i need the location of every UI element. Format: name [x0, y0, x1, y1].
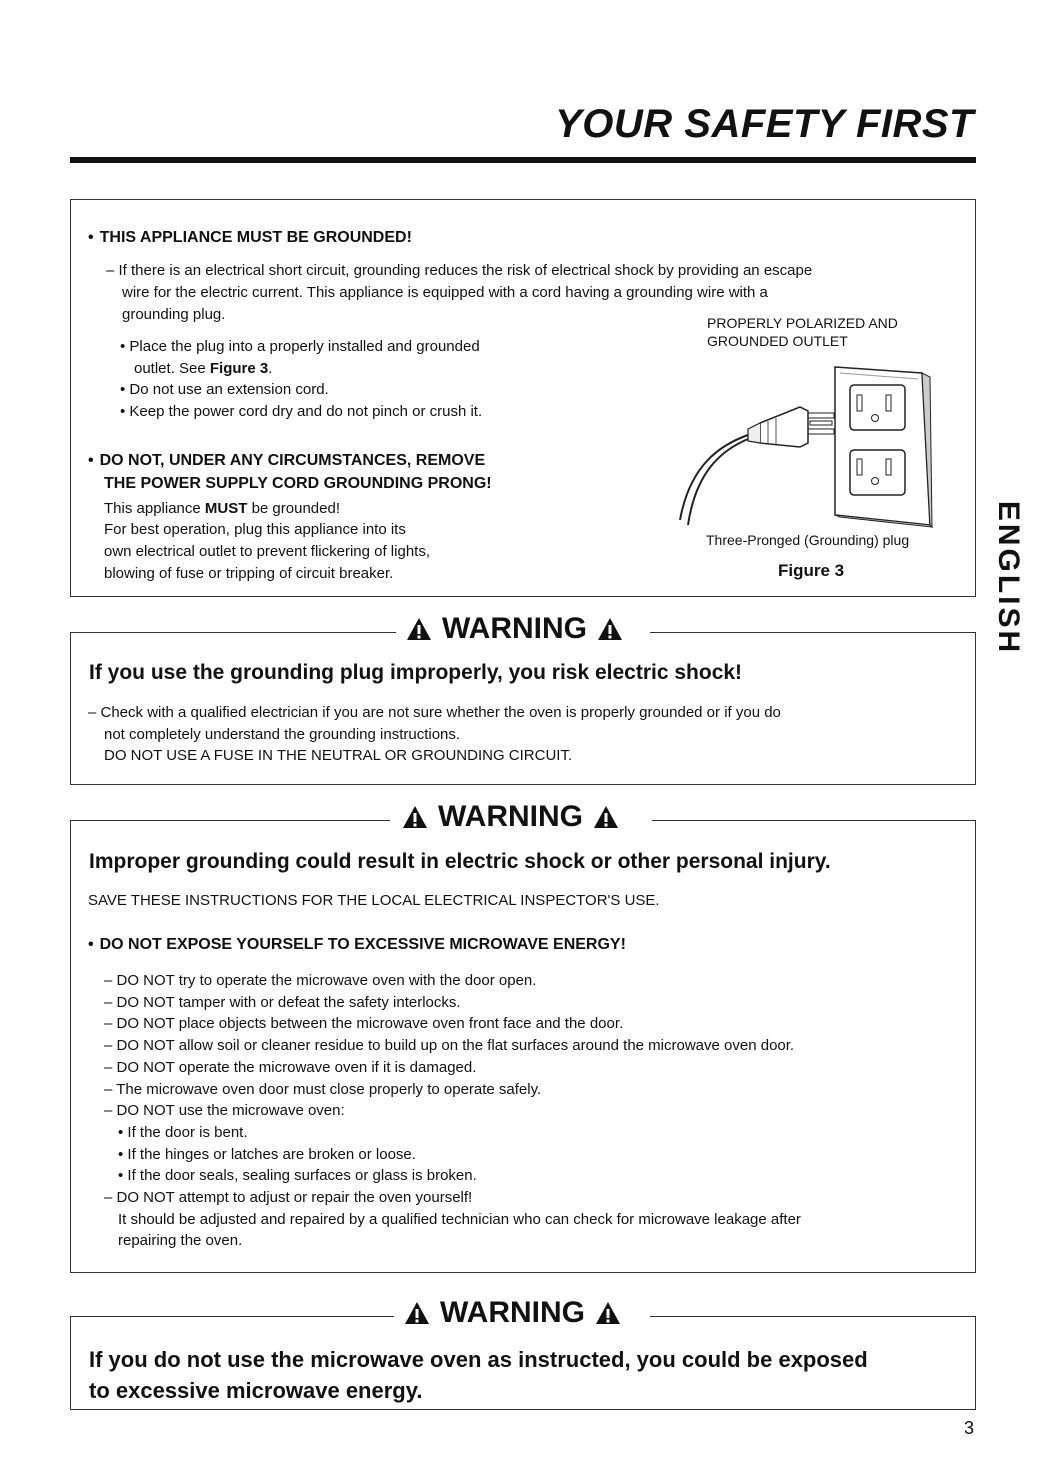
list-item: • If the door seals, sealing surfaces or glass is broken. [118, 1167, 477, 1185]
warning-rule-right [652, 820, 976, 821]
bullet-extension: • Do not use an extension cord. [120, 381, 329, 398]
list-item: • If the hinges or latches are broken or loose. [118, 1145, 416, 1163]
warning-heading-1 [396, 612, 633, 646]
list-item: – DO NOT use the microwave oven: [104, 1102, 345, 1120]
figure-caption: Figure 3 [778, 561, 845, 580]
figure-label-top-line2: GROUNDED OUTLET [707, 333, 848, 349]
figure-label-bottom: Three-Pronged (Grounding) plug [706, 532, 910, 548]
microwave-safety-list [104, 970, 801, 1252]
warning-rule-right [650, 1316, 976, 1317]
figure-label-top [707, 314, 898, 350]
best-op-line1: For best operation, plug this appliance into its [104, 521, 406, 538]
warning-rule-left [70, 820, 390, 821]
figure-label-top-line1: PROPERLY POLARIZED AND [707, 315, 898, 331]
list-item: repairing the oven. [118, 1232, 243, 1250]
grounding-para-line3: grounding plug. [122, 306, 226, 323]
list-item: – DO NOT allow soil or cleaner residue to build up on the flat surfaces around the microwave oven door. [104, 1037, 795, 1055]
prong-heading-line1: • DO NOT, UNDER ANY CIRCUMSTANCES, REMOVE [88, 450, 485, 471]
outlet-plug-illustration [660, 355, 950, 530]
warning-triangle-icon [402, 805, 428, 829]
list-item: – DO NOT tamper with or defeat the safety interlocks. [104, 993, 461, 1011]
grounded-heading: • THIS APPLIANCE MUST BE GROUNDED! [88, 227, 412, 248]
prong-heading-line2: THE POWER SUPPLY CORD GROUNDING PRONG! [104, 475, 492, 492]
must-grounded: This appliance MUST be grounded! [104, 500, 340, 517]
best-op-line3: blowing of fuse or tripping of circuit breaker. [104, 565, 394, 582]
warning-rule-left [70, 632, 396, 633]
warning3-headline-line2: to excessive microwave energy. [89, 1378, 423, 1403]
warning2-save: SAVE THESE INSTRUCTIONS FOR THE LOCAL ELECTRICAL INSPECTOR'S USE. [88, 892, 660, 909]
warning2-headline: Improper grounding could result in electric shock or other personal injury. [89, 850, 831, 873]
warning-heading-3 [394, 1296, 631, 1330]
warning3-headline [89, 1344, 868, 1406]
warning1-line3: DO NOT USE A FUSE IN THE NEUTRAL OR GROUNDING CIRCUIT. [104, 747, 573, 764]
warning-heading-2 [392, 800, 629, 834]
warning3-headline-line1: If you do not use the microwave oven as instructed, you could be exposed [89, 1347, 868, 1372]
warning-label: WARNING [438, 800, 583, 833]
warning-triangle-icon [406, 617, 432, 641]
warning1-line1: – Check with a qualified electrician if you are not sure whether the oven is properly grounded or if you do [88, 704, 781, 721]
list-item: It should be adjusted and repaired by a qualified technician who can check for microwave leakage after [118, 1210, 801, 1228]
best-op-line2: own electrical outlet to prevent flickering of lights, [104, 543, 430, 560]
language-tab [985, 488, 1031, 668]
title-rule [70, 157, 976, 163]
warning-label: WARNING [442, 612, 587, 645]
list-item: • If the door is bent. [118, 1123, 248, 1141]
list-item: – The microwave oven door must close properly to operate safely. [104, 1080, 542, 1098]
warning-triangle-icon [595, 1301, 621, 1325]
page-number: 3 [963, 1418, 974, 1438]
list-item: – DO NOT place objects between the microwave oven front face and the door. [104, 1015, 624, 1033]
warning-triangle-icon [404, 1301, 430, 1325]
list-item: – DO NOT try to operate the microwave oven with the door open. [104, 972, 537, 989]
list-item: – DO NOT operate the microwave oven if it is damaged. [104, 1058, 477, 1076]
language-tab-label: ENGLISH [992, 500, 1026, 656]
warning-triangle-icon [597, 617, 623, 641]
warning-rule-left [70, 1316, 394, 1317]
bullet-cord-dry: • Keep the power cord dry and do not pinch or crush it. [120, 403, 483, 420]
grounding-para-line2: wire for the electric current. This appliance is equipped with a cord having a grounding wire with a [122, 284, 768, 301]
grounding-para-line1: – If there is an electrical short circuit, grounding reduces the risk of electrical shock by providing an escape [106, 262, 813, 279]
list-item: – DO NOT attempt to adjust or repair the oven yourself! [104, 1189, 473, 1207]
warning-rule-right [650, 632, 976, 633]
bullet-place-plug-line2: outlet. See Figure 3. [134, 360, 273, 377]
page-title: YOUR SAFETY FIRST [555, 102, 974, 146]
microwave-energy-heading: • DO NOT EXPOSE YOURSELF TO EXCESSIVE MICROWAVE ENERGY! [88, 934, 626, 955]
bullet-place-plug: • Place the plug into a properly installed and grounded [120, 338, 480, 355]
warning-triangle-icon [593, 805, 619, 829]
warning1-headline: If you use the grounding plug improperly, you risk electric shock! [89, 661, 743, 684]
warning-label: WARNING [440, 1296, 585, 1329]
warning1-line2: not completely understand the grounding instructions. [104, 726, 461, 743]
